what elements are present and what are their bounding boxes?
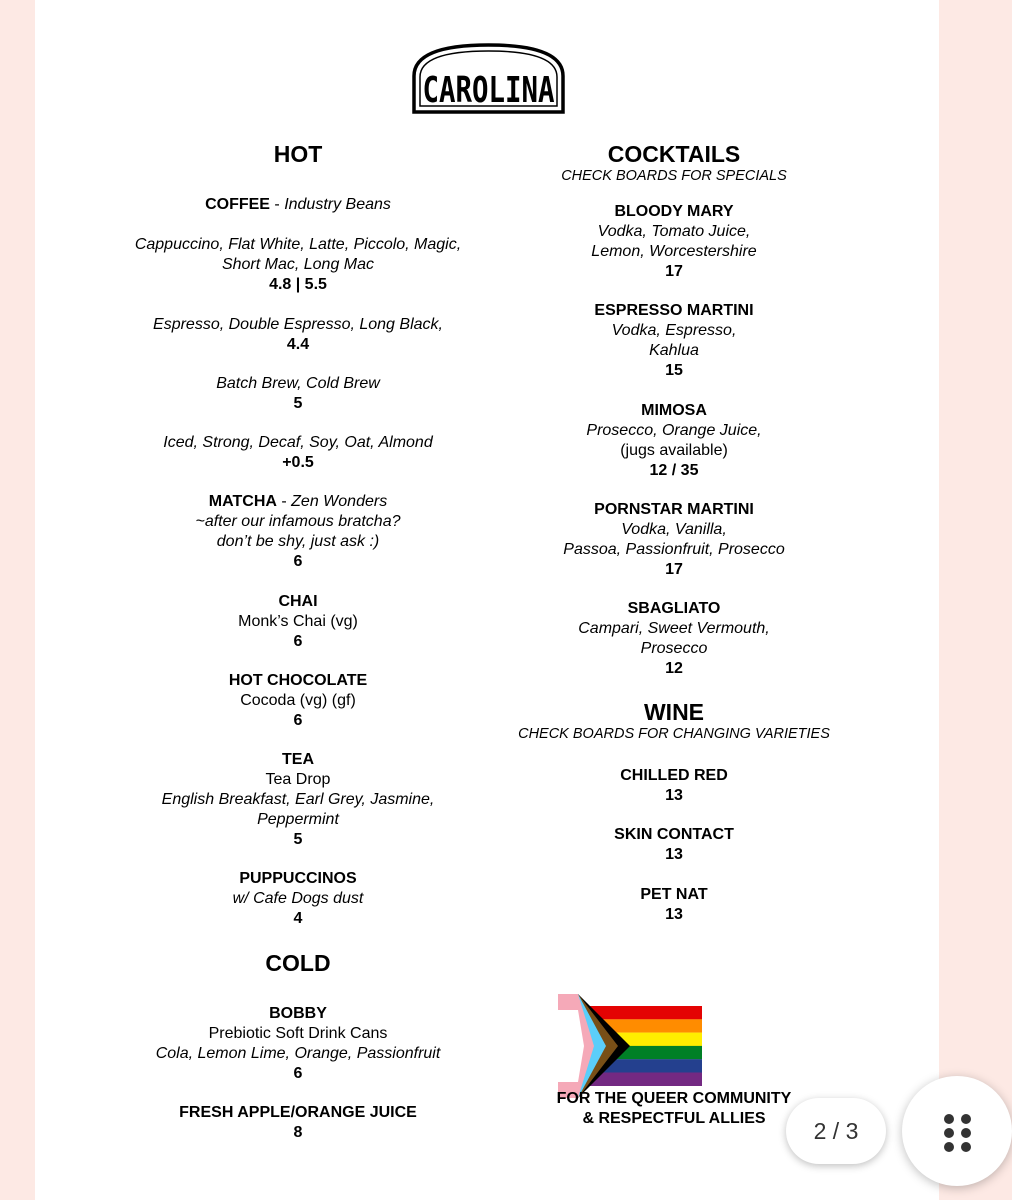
carolina-logo	[410, 42, 567, 114]
bloody-mary-item: BLOODY MARY Vodka, Tomato Juice, Lemon, Worcestershire 17	[591, 203, 757, 280]
skin-contact-item: SKIN CONTACT 13	[614, 826, 734, 863]
hot-chocolate-item: HOT CHOCOLATE Cocoda (vg) (gf) 6	[228, 672, 368, 729]
grid-dots-icon	[944, 1114, 972, 1152]
grid-view-button[interactable]	[902, 1076, 1012, 1186]
progress-pride-flag-image	[578, 1006, 702, 1086]
pornstar-martini-item: PORNSTAR MARTINI Vodka, Vanilla, Passoa, Passionfruit, Prosecco 17	[563, 501, 785, 578]
wine-subtitle: CHECK BOARDS FOR CHANGING VARIETIES	[518, 726, 830, 742]
bobby-item: BOBBY Prebiotic Soft Drink Cans Cola, Lemon Lime, Orange, Passionfruit 6	[155, 1005, 441, 1082]
brew-item: Batch Brew, Cold Brew 5	[216, 375, 380, 412]
wine-heading: WINE	[643, 699, 705, 725]
coffee-item: COFFEE - Industry Beans	[205, 196, 391, 213]
chai-item: CHAI Monk’s Chai (vg) 6	[238, 593, 358, 650]
svg-text:CAROLINA: CAROLINA	[422, 70, 555, 111]
milk-coffee-item: Cappuccino, Flat White, Latte, Piccolo, Magic, Short Mac, Long Mac 4.8 | 5.5	[134, 236, 462, 293]
hot-heading: HOT	[273, 141, 323, 167]
cocktails-subtitle: CHECK BOARDS FOR SPECIALS	[561, 168, 787, 184]
black-coffee-item: Espresso, Double Espresso, Long Black, 4.4	[153, 316, 443, 353]
page-indicator[interactable]	[786, 1098, 886, 1164]
cold-heading: COLD	[265, 950, 331, 976]
cocktails-heading: COCKTAILS	[607, 141, 741, 167]
chilled-red-item: CHILLED RED 13	[620, 767, 728, 804]
page-indicator-label: 2 / 3	[813, 1117, 859, 1144]
allies-statement: FOR THE QUEER COMMUNITY & RESPECTFUL ALLIES	[556, 1090, 792, 1127]
extras-item: Iced, Strong, Decaf, Soy, Oat, Almond +0.5	[163, 434, 433, 471]
espresso-martini-item: ESPRESSO MARTINI Vodka, Espresso, Kahlua 15	[594, 302, 754, 379]
juice-item: FRESH APPLE/ORANGE JUICE 8	[179, 1104, 417, 1141]
pet-nat-item: PET NAT 13	[640, 886, 708, 923]
matcha-item: MATCHA - Zen Wonders ~after our infamous bratcha? don’t be shy, just ask :) 6	[195, 493, 401, 570]
mimosa-item: MIMOSA Prosecco, Orange Juice, (jugs available) 12 / 35	[586, 402, 762, 479]
puppuccinos-item: PUPPUCCINOS w/ Cafe Dogs dust 4	[232, 870, 364, 927]
tea-item: TEA Tea Drop English Breakfast, Earl Grey, Jasmine, Peppermint 5	[161, 751, 435, 848]
sbagliato-item: SBAGLIATO Campari, Sweet Vermouth, Prosecco 12	[578, 600, 770, 677]
